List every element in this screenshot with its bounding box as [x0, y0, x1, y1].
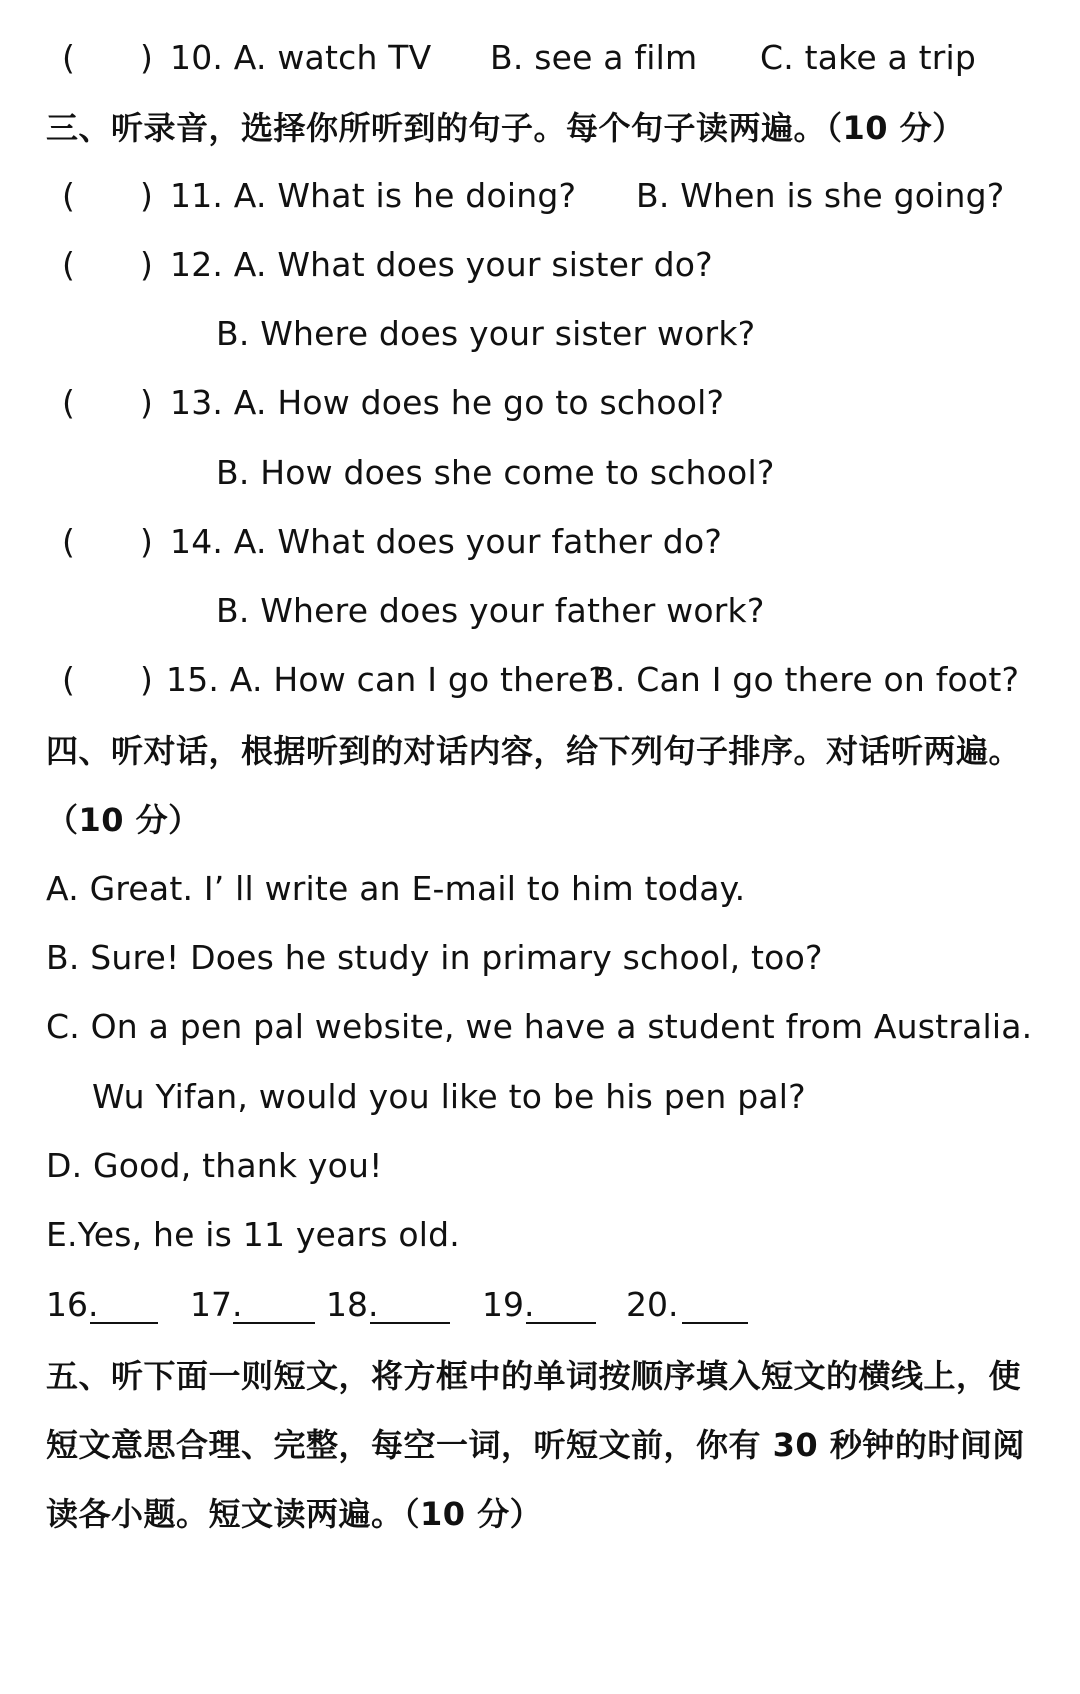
q14-option-a: 14. A. What does your father do? [170, 522, 723, 561]
answer-paren-close: ) [140, 660, 153, 699]
answer-paren-open: ( [62, 383, 75, 422]
answer-blank-16[interactable] [90, 1322, 158, 1324]
dialogue-sentence-c-continued: Wu Yifan, would you like to be his pen pal? [92, 1077, 806, 1116]
answer-paren-open: ( [62, 522, 75, 561]
dialogue-sentence-b: B. Sure! Does he study in primary school, too? [46, 938, 823, 977]
q14-option-b: B. Where does your father work? [216, 591, 765, 630]
q13-option-a: 13. A. How does he go to school? [170, 383, 725, 422]
dialogue-sentence-e: E.Yes, he is 11 years old. [46, 1215, 460, 1254]
answer-paren-close: ) [140, 522, 153, 561]
answer-number-17: 17. [190, 1285, 243, 1324]
answer-paren-close: ) [140, 383, 153, 422]
answer-blank-19[interactable] [526, 1322, 596, 1324]
answer-paren-close: ) [140, 176, 153, 215]
answer-paren-open: ( [62, 660, 75, 699]
q15-option-a: 15. A. How can I go there? [166, 660, 607, 699]
section3-heading: 三、听录音，选择你所听到的句子。每个句子读两遍。（10 分） [46, 109, 965, 147]
dialogue-sentence-a: A. Great. I’ ll write an E-mail to him today. [46, 869, 746, 908]
answer-paren-open: ( [62, 38, 75, 77]
q13-option-b: B. How does she come to school? [216, 453, 775, 492]
answer-number-18: 18. [326, 1285, 379, 1324]
answer-paren-open: ( [62, 245, 75, 284]
q10-option-c: C. take a trip [760, 38, 977, 77]
dialogue-sentence-c: C. On a pen pal website, we have a student from Australia. [46, 1007, 1033, 1046]
section4-heading-score: （10 分） [46, 801, 201, 839]
q15-option-b: B. Can I go there on foot? [592, 660, 1020, 699]
answer-blank-20[interactable] [682, 1322, 748, 1324]
section5-heading-line3: 读各小题。短文读两遍。（10 分） [46, 1495, 543, 1533]
answer-paren-close: ) [140, 245, 153, 284]
q10-option-a: 10. A. watch TV [170, 38, 432, 77]
answer-paren-open: ( [62, 176, 75, 215]
answer-number-20: 20. [626, 1285, 679, 1324]
answer-paren-close: ) [140, 38, 153, 77]
answer-blank-17[interactable] [233, 1322, 315, 1324]
q12-option-a: 12. A. What does your sister do? [170, 245, 713, 284]
q12-option-b: B. Where does your sister work? [216, 314, 756, 353]
q10-option-b: B. see a film [490, 38, 698, 77]
q11-option-a: 11. A. What is he doing? [170, 176, 577, 215]
dialogue-sentence-d: D. Good, thank you! [46, 1146, 383, 1185]
section4-heading: 四、听对话，根据听到的对话内容，给下列句子排序。对话听两遍。 [46, 732, 1022, 770]
section5-heading-line2: 短文意思合理、完整，每空一词，听短文前，你有 30 秒钟的时间阅 [46, 1426, 1025, 1464]
section5-heading: 五、听下面一则短文，将方框中的单词按顺序填入短文的横线上，使 [46, 1357, 1022, 1395]
answer-blank-18[interactable] [370, 1322, 450, 1324]
answer-number-19: 19. [482, 1285, 535, 1324]
answer-number-16: 16. [46, 1285, 99, 1324]
q11-option-b: B. When is she going? [636, 176, 1005, 215]
